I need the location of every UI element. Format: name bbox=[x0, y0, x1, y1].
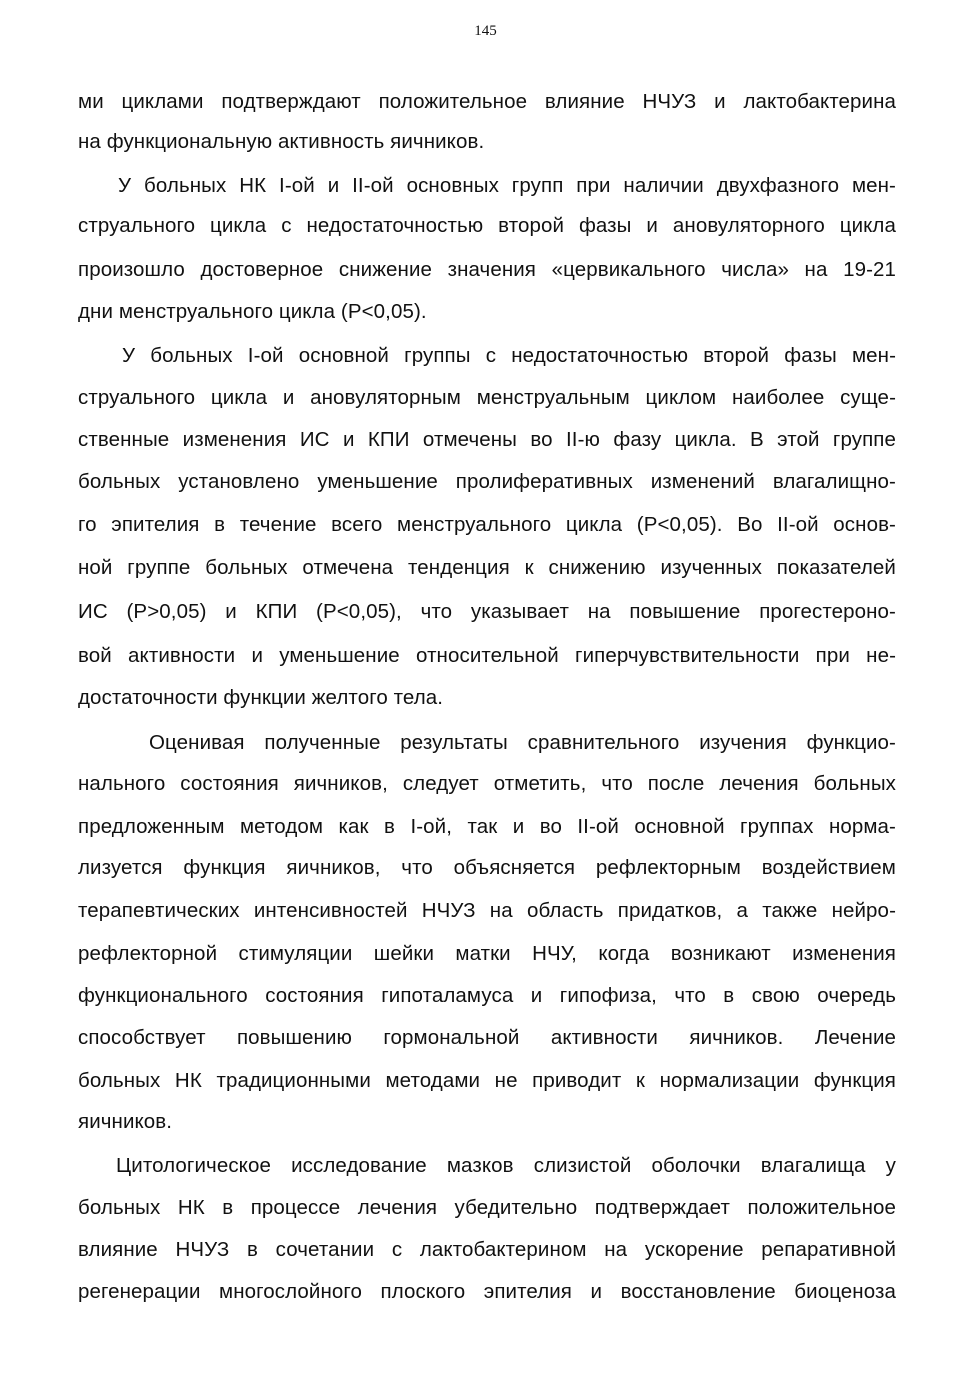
page-number: 145 bbox=[474, 23, 497, 39]
text-line: терапевтических интенсивностей НЧУЗ на область придатков, а также нейро- bbox=[78, 899, 896, 922]
text-line: го эпителия в течение всего менструального цикла (Р<0,05). Во II-ой основ- bbox=[78, 513, 896, 536]
text-line: больных установлено уменьшение пролиферативных изменений влагалищно- bbox=[78, 470, 896, 493]
text-line: больных НК традиционными методами не приводит к нормализации функция bbox=[78, 1069, 896, 1092]
text-line: струального цикла и ановуляторным менструальным циклом наиболее суще- bbox=[78, 386, 896, 409]
text-line: ственные изменения ИС и КПИ отмечены во II-ю фазу цикла. В этой группе bbox=[78, 428, 896, 451]
text-line: произошло достоверное снижение значения «цервикального числа» на 19-21 bbox=[78, 258, 896, 281]
text-line: влияние НЧУЗ в сочетании с лактобактерином на ускорение репаративной bbox=[78, 1238, 896, 1261]
text-line: на функциональную активность яичников. bbox=[78, 130, 485, 153]
text-line: ИС (Р>0,05) и КПИ (Р<0,05), что указывает на повышение прогестероно- bbox=[78, 600, 896, 623]
text-line: Цитологическое исследование мазков слизистой оболочки влагалища у bbox=[116, 1154, 896, 1177]
text-line: ми циклами подтверждают положительное влияние НЧУЗ и лактобактерина bbox=[78, 90, 896, 113]
text-line: яичников. bbox=[78, 1110, 173, 1133]
text-line: способствует повышению гормональной активности яичников. Лечение bbox=[78, 1026, 896, 1049]
text-line: регенерации многослойного плоского эпителия и восстановление биоценоза bbox=[78, 1280, 896, 1303]
text-line: предложенным методом как в I-ой, так и во II-ой основной группах норма- bbox=[78, 815, 896, 838]
text-line: больных НК в процессе лечения убедительно подтверждает положительное bbox=[78, 1196, 896, 1219]
text-line: достаточности функции желтого тела. bbox=[78, 686, 444, 709]
text-line: рефлекторной стимуляции шейки матки НЧУ, когда возникают изменения bbox=[78, 942, 896, 965]
text-line: вой активности и уменьшение относительной гиперчувствительности при не- bbox=[78, 644, 896, 667]
text-line: лизуется функция яичников, что объясняется рефлекторным воздействием bbox=[78, 856, 896, 879]
text-line: ной группе больных отмечена тенденция к снижению изученных показателей bbox=[78, 556, 896, 579]
text-line: Оценивая полученные результаты сравнительного изучения функцио- bbox=[149, 731, 896, 754]
text-line: дни менструального цикла (Р<0,05). bbox=[78, 300, 427, 323]
text-line: струального цикла с недостаточностью второй фазы и ановуляторного цикла bbox=[78, 214, 896, 237]
text-line: У больных I-ой основной группы с недостаточностью второй фазы мен- bbox=[122, 344, 896, 367]
text-line: У больных НК I-ой и II-ой основных групп при наличии двухфазного мен- bbox=[118, 174, 896, 197]
text-line: функционального состояния гипоталамуса и гипофиза, что в свою очередь bbox=[78, 984, 896, 1007]
text-line: нального состояния яичников, следует отметить, что после лечения больных bbox=[78, 772, 896, 795]
